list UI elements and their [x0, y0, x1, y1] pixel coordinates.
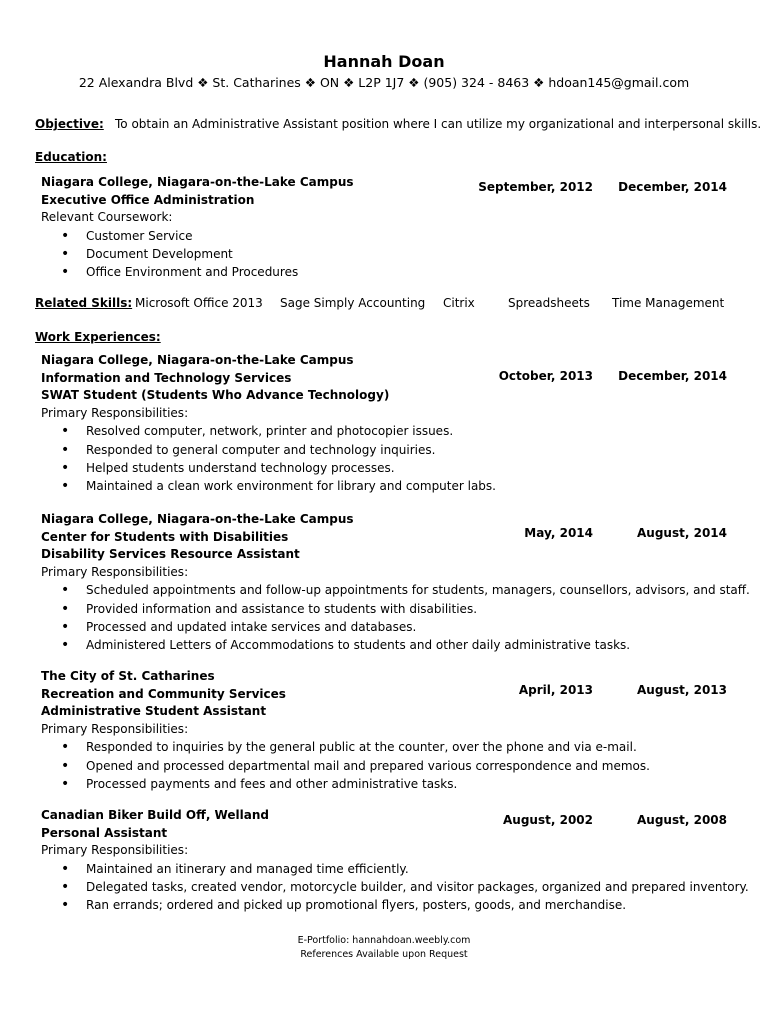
portfolio-link[interactable]: E-Portfolio: hannahdoan.weebly.com	[297, 935, 471, 946]
responsibility-item: • Opened and processed departmental mail and prepared various correspondence and memos.	[41, 757, 731, 775]
responsibilities-label: Primary Responsibilities:	[41, 564, 189, 579]
job-title: Personal Assistant	[41, 825, 168, 840]
job-title: Administrative Student Assistant	[41, 704, 267, 719]
job-end-date: August, 2014	[637, 526, 727, 540]
course-item: • Customer Service	[41, 227, 731, 245]
objective-text: To obtain an Administrative Assistant position where I can utilize my organizational and interpersonal skills.	[115, 117, 762, 131]
responsibility-item: • Resolved computer, network, printer and photocopier issues.	[41, 422, 731, 440]
responsibility-item: • Scheduled appointments and follow-up appointments for students, managers, counsellors, advisors, and staff.	[41, 581, 731, 599]
responsibility-item: • Processed and updated intake services and databases.	[41, 618, 731, 636]
job-start-date: April, 2013	[518, 683, 593, 697]
responsibility-item: • Processed payments and fees and other administrative tasks.	[41, 775, 731, 793]
course-item: • Office Environment and Procedures	[41, 263, 731, 281]
job-entry	[41, 511, 750, 654]
responsibility-item: • Ran errands; ordered and picked up promotional flyers, posters, goods, and merchandise.	[41, 896, 731, 914]
job-end-date: August, 2008	[637, 813, 727, 827]
skill-item: Sage Simply Accounting	[280, 296, 426, 310]
skill-item: Spreadsheets	[508, 296, 590, 310]
department-name: Information and Technology Services	[41, 370, 292, 385]
responsibilities-label: Primary Responsibilities:	[41, 843, 189, 858]
coursework-label: Relevant Coursework:	[41, 210, 173, 225]
education-heading: Education:	[35, 150, 107, 164]
education-start-date: September, 2012	[478, 180, 593, 194]
job-end-date: August, 2013	[637, 683, 727, 697]
responsibilities-label: Primary Responsibilities:	[41, 405, 189, 420]
responsibilities-label: Primary Responsibilities:	[41, 721, 189, 736]
employer-name: The City of St. Catharines	[41, 669, 215, 683]
employer-name: Niagara College, Niagara-on-the-Lake Campus	[41, 512, 354, 526]
skill-item: Citrix	[443, 296, 475, 310]
employer-name: Niagara College, Niagara-on-the-Lake Campus	[41, 353, 354, 367]
job-title: SWAT Student (Students Who Advance Technology)	[41, 388, 390, 403]
responsibility-item: • Responded to inquiries by the general public at the counter, over the phone and via e-mail.	[41, 738, 731, 756]
skill-item: Time Management	[612, 296, 725, 310]
responsibility-item: • Delegated tasks, created vendor, motorcycle builder, and visitor packages, organized and prepared inventory.	[41, 878, 731, 896]
job-start-date: October, 2013	[498, 369, 593, 383]
course-item: • Document Development	[41, 245, 731, 263]
skills-label: Related Skills:	[35, 296, 133, 310]
responsibility-item: • Responded to general computer and technology inquiries.	[41, 441, 731, 459]
skill-item: Microsoft Office 2013	[135, 296, 263, 310]
program-name: Executive Office Administration	[41, 192, 255, 207]
responsibility-item: • Helped students understand technology processes.	[41, 459, 731, 477]
department-name: Center for Students with Disabilities	[41, 529, 289, 544]
responsibility-item: • Maintained a clean work environment for library and computer labs.	[41, 477, 731, 495]
job-end-date: December, 2014	[618, 369, 727, 383]
department-name: Recreation and Community Services	[41, 686, 286, 701]
references-note: References Available upon Request	[300, 949, 468, 960]
job-start-date: August, 2002	[503, 813, 593, 827]
work-heading: Work Experiences:	[35, 330, 161, 344]
employer-name: Canadian Biker Build Off, Welland	[41, 808, 269, 822]
job-entry	[41, 807, 749, 914]
responsibility-item: • Provided information and assistance to students with disabilities.	[41, 600, 731, 618]
school-name: Niagara College, Niagara-on-the-Lake Campus	[41, 175, 354, 189]
contact-line: 22 Alexandra Blvd ❖ St. Catharines ❖ ON ❖ L2P 1J7 ❖ (905) 324 - 8463 ❖ hdoan145@gmail.com	[78, 75, 690, 90]
job-entry	[41, 668, 731, 793]
education-end-date: December, 2014	[618, 180, 727, 194]
responsibility-item: • Maintained an itinerary and managed time efficiently.	[41, 860, 731, 878]
responsibility-item: • Administered Letters of Accommodations to students and other daily administrative tasks.	[41, 636, 731, 654]
objective-section	[35, 117, 762, 131]
objective-label: Objective:	[35, 117, 104, 131]
applicant-name: Hannah Doan	[323, 52, 445, 71]
job-title: Disability Services Resource Assistant	[41, 547, 300, 562]
job-start-date: May, 2014	[524, 526, 593, 540]
